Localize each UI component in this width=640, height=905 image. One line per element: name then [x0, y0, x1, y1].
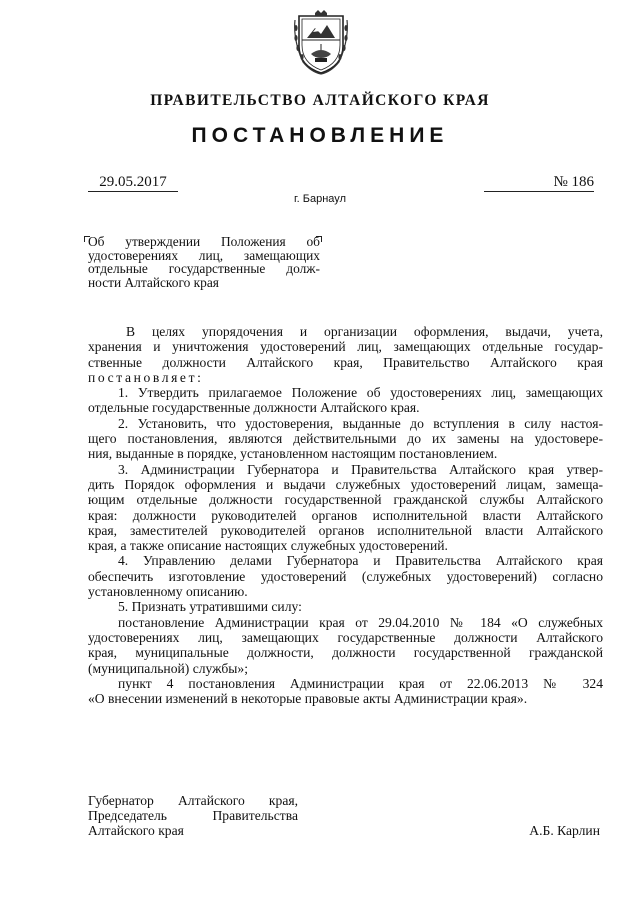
document-number: № 186: [484, 174, 594, 192]
subject-line: отдельные государственные долж-: [88, 261, 320, 276]
body-line: края, муниципальные должности, должности государственной гражданской: [88, 645, 603, 661]
body-line: щего постановления, являются действительными до их замены на удостовере-: [88, 431, 603, 447]
body-line: 3. Администрации Губернатора и Правительства Алтайского края утвер-: [118, 461, 603, 477]
body-line: отдельные государственные должности Алтайского края.: [88, 400, 420, 416]
body-line: 4. Управлению делами Губернатора и Правительства Алтайского края: [118, 553, 603, 569]
body-line: ния, выданные в порядке, установленном настоящим постановлением.: [88, 446, 498, 462]
document-city: г. Барнаул: [294, 193, 346, 205]
body-line: пункт 4 постановления Администрации края от 22.06.2013 № 324: [118, 675, 603, 691]
government-name: ПРАВИТЕЛЬСТВО АЛТАЙСКОГО КРАЯ: [150, 92, 490, 109]
body-line: 1. Утвердить прилагаемое Положение об удостоверениях лиц, замещающих: [118, 385, 603, 401]
signer-line: Алтайского края: [88, 823, 184, 839]
body-line: обеспечить изготовление удостоверений (служебных удостоверений) согласно: [88, 568, 603, 584]
signer-line: Председатель Правительства: [88, 808, 298, 824]
document-body: [88, 324, 603, 706]
body-line: ственные должности Алтайского края, Правительство Алтайского края: [88, 354, 603, 370]
subject-line: удостоверениях лиц, замещающих: [88, 247, 320, 263]
body-line: удостоверениях лиц, замещающих государственные должности Алтайского: [88, 629, 603, 645]
document-date: 29.05.2017: [88, 174, 178, 192]
body-line: В целях упорядочения и организации оформления, выдачи, учета,: [126, 324, 603, 339]
body-line: края, а также описание настоящих служебных удостоверений.: [88, 538, 448, 554]
coat-of-arms-emblem: [293, 10, 349, 76]
signer-line: Губернатор Алтайского края,: [88, 793, 298, 808]
signer-name: А.Б. Карлин: [529, 823, 600, 838]
body-line: хранения и уничтожения удостоверений лиц, замещающих отдельные государ-: [88, 339, 603, 355]
body-line: дить Порядок оформления и выдачи служебных удостоверений лицам, замеща-: [88, 476, 603, 492]
body-line: (муниципальной) службы»;: [88, 660, 248, 676]
body-line: края, заместителей руководителей органов исполнительной власти Алтайского: [88, 522, 603, 538]
body-line: края: должности руководителей органов исполнительной власти Алтайского: [88, 507, 603, 523]
document-type-title: ПОСТАНОВЛЕНИЕ: [191, 124, 449, 147]
document-subject: [88, 235, 320, 289]
body-line: 5. Признать утратившими силу:: [118, 599, 302, 615]
subject-line: Об утверждении Положения об: [88, 234, 320, 249]
body-line: «О внесении изменений в некоторые правовые акты Администрации края».: [88, 691, 528, 707]
body-line: 2. Установить, что удостоверения, выданные до вступления в силу настоя-: [118, 415, 603, 431]
body-line-resolves: постановляет:: [88, 369, 204, 385]
body-line: постановление Администрации края от 29.04.2010 № 184 «О служебных: [118, 614, 603, 630]
signer-position: [88, 793, 298, 839]
body-line: ющим отдельные должности государственной гражданской службы Алтайского: [88, 492, 603, 508]
body-line: установленному описанию.: [88, 584, 248, 600]
subject-line: ности Алтайского края: [88, 274, 219, 290]
